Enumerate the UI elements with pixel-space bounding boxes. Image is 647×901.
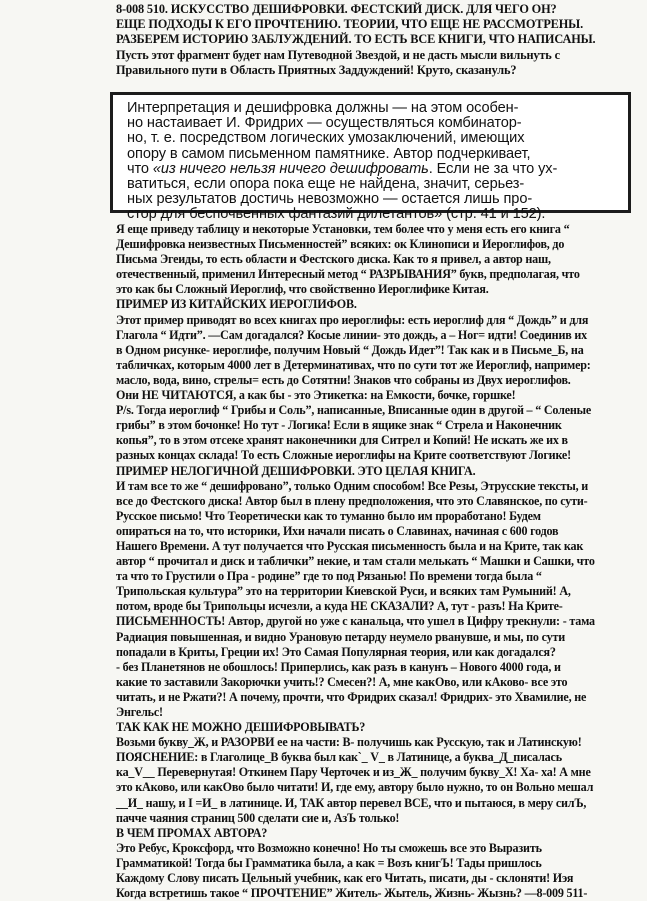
- header-line: ЕЩЕ ПОДХОДЫ К ЕГО ПРОЧТЕНИЮ. ТЕОРИИ, ЧТО ЕЩЕ НЕ РАССМОТРЕНЫ.: [116, 17, 583, 32]
- quote-line: [127, 162, 622, 177]
- body-line: __И_ нашу, и I =И_ в латинице. И, ТАК автор перевел ВСЕ, что и пытаюся, в меру силЪ,: [116, 795, 587, 810]
- quote-line: ватиться, если опора пока еще не найдена, значит, серьез-: [127, 176, 525, 193]
- body-line: Возьми букву_Ж, и РАЗОРВИ ее на части: В- получишь как Русскую, так и Латинскую!: [116, 735, 582, 750]
- body-line: Письма Эгеиды, то есть области и Фестского диска. Как то я привел, а автор наш,: [116, 252, 551, 267]
- body-line: грибы” в этом бочонке! Но тут - Логика! Если в ящике знак “ Стрела и Наконечник: [116, 418, 562, 433]
- body-line: Грамматикой! Тогда бы Грамматика была, а как = Возъ книгЪ! Тады пришлось: [116, 855, 542, 870]
- body-line: Этот пример приводят во всех книгах про иероглифы: есть иероглиф для “ Дождь” и для: [116, 312, 589, 327]
- body-line: Трипольская культура” это на территории Киевской Руси, и всяких там Румыний! А,: [116, 584, 571, 599]
- body-line: Дешифровка неизвестных Письменностей” всяких: ок Клинописи и Иероглифов, до: [116, 237, 565, 252]
- body-line: все до Фестского диска! Автор был в плену предположения, что это Славянское, по сути-: [116, 493, 588, 508]
- quoted-excerpt-box: [110, 92, 631, 223]
- body-line: та что то Грустили о Пра - родине” где то под Рязанью! По времени тогда была “: [116, 569, 542, 584]
- body-line: ПОЯСНЕНИЕ: в Глаголице_В буква был как`_ V_ в Латинице, а буква_Д_писалась: [116, 750, 562, 765]
- body-line: разных концах склада! То есть Сложные иероглифы на Крите соответствуют Логике!: [116, 448, 571, 463]
- body-line: отечественный, применил Интересный метод “ РАЗРЫВАНИЯ” букв, предполагая, что: [116, 267, 580, 282]
- body-line: Глагола “ Идти”. —Сам догадался? Косые линии- это дождь, а – Ног= идти! Соединив их: [116, 327, 587, 342]
- body-line: это как бы Сложный Иероглиф, что свойственно Иероглифике Китая.: [116, 282, 489, 297]
- body-line: - без Планетянов не обошлось! Приперлись, как разъ в канунъ – Нового 4000 года, и: [116, 659, 561, 674]
- header-line: Пусть этот фрагмент будет нам Путеводной Звездой, и не дасть мысли вильнуть с: [116, 47, 560, 62]
- body-line: Я еще приведу таблицу и некоторые Установки, тем более что у меня есть его книга “: [116, 222, 570, 236]
- body-line: ка_V__ Перевернутая! Откинем Пару Черточек и из_Ж_ получим букву_Х! Ха- ха! А мне: [116, 765, 591, 780]
- quote-line: стор для беспочвенных фантазий дилетантов» (стр. 41 и 152).: [127, 206, 546, 223]
- header-title-line: 8-008 510. ИСКУССТВО ДЕШИФРОВКИ. ФЕСТСКИЙ ДИСК. ДЛЯ ЧЕГО ОН?: [116, 2, 557, 16]
- body-line: Нашего Времени. А тут получается что Русская письменность была и на Крите, так как: [116, 538, 584, 553]
- body-line: Русское письмо! Что Теоретически как то туманно было им проработано! Будем: [116, 508, 541, 523]
- body-line: автор “ прочитал и диск и таблички” некие, и там стали мелькать “ Машки и Сашки, что: [116, 554, 595, 569]
- body-line: табличках, которым 4000 лет в Детерминативах, что по сути тот же Иероглиф, например:: [116, 357, 591, 372]
- section-heading: ТАК КАК НЕ МОЖНО ДЕШИФРОВЫВАТЬ?: [116, 720, 366, 735]
- section-heading: ПРИМЕР НЕЛОГИЧНОЙ ДЕШИФРОВКИ. ЭТО ЦЕЛАЯ КНИГА.: [116, 463, 476, 478]
- body-line: пачче чаяния страниц 500 сделати сие и, АзЪ только!: [116, 810, 400, 825]
- body-line: P/s. Тогда иероглиф “ Грибы и Соль”, написанные, Вписанные один в другой – “ Соленые: [116, 403, 592, 418]
- quote-line-start: что: [127, 160, 153, 177]
- quote-line: ных результатов достичь невозможно — остается лишь про-: [127, 191, 533, 208]
- body-line: И там все то же “ дешифровано”, только Одним способом! Все Резы, Этрусские тексты, и: [116, 478, 589, 493]
- body-line: копья”, то в этом отсеке хранят наконечники для Ситрел и Копий! Не искать же их в: [116, 433, 568, 448]
- header-line: РАЗБЕРЕМ ИСТОРИЮ ЗАБЛУЖДЕНИЙ. ТО ЕСТЬ ВСЕ КНИГИ, ЧТО НАПИСАНЫ.: [116, 32, 596, 47]
- body-line: Энгельс!: [116, 705, 163, 719]
- quote-line: но, т. е. посредством логических умозаключений, имеющих: [127, 130, 525, 147]
- body-line: Они НЕ ЧИТАЮТСЯ, а как бы - это Этикетка: на Емкости, бочке, горшке!: [116, 388, 516, 403]
- body-line: Когда встретишь такое “ ПРОЧТЕНИЕ” Житель- Жытель, Жизнь- Жызнь? —8-009 511-: [116, 886, 588, 901]
- document-header: [116, 2, 640, 78]
- quote-line: опору в самом письменном памятнике. Автор подчеркивает,: [127, 145, 531, 162]
- quote-line: но настаивает И. Фридрих — осуществляться комбинатор-: [127, 115, 522, 132]
- section-heading: ПРИМЕР ИЗ КИТАЙСКИХ ИЕРОГЛИФОВ.: [116, 297, 357, 312]
- body-line: Каждому Слову писать Цельный учебник, как его Читать, писати, ды - склоняти! Иэя: [116, 871, 574, 886]
- body-line: потом, вроде бы Трипольцы исчезли, а куда НЕ СКАЗАЛИ? А, тут - разъ! На Крите-: [116, 599, 563, 614]
- body-line: масло, вода, вино, стрелы= есть до Сотятни! Знаков что собраны из Двух иероглифов.: [116, 372, 571, 387]
- body-line: попадали в Криты, Греции их! Это Самая Популярная теория, или как догадался?: [116, 644, 556, 659]
- body-line: Радиация повышенная, и видно Урановую петарду неумело рванувше, и мы, по сути: [116, 629, 565, 644]
- body-line: читать, и не Ржати?! А почему, прочти, что Фридрих сказал! Фридрих- это Хвамилие, не: [116, 689, 587, 704]
- quote-line: Интерпретация и дешифровка должны — на этом особен-: [127, 100, 519, 116]
- body-line: какие то заставили Закорючки учить!? Смесен?! А, мне какОво, или кАково- все это: [116, 674, 568, 689]
- body-line: опираться на то, что историки, Ихи начали писать о Славинах, начиная с 600 годов: [116, 523, 559, 538]
- body-line: ПИСЬМЕННОСТЬ! Автор, другой но уже с канальца, что ушел в Цифру трекнули: - тама: [116, 614, 595, 629]
- quote-line-end: . Если не за что ух-: [428, 160, 558, 177]
- quote-italic-phrase: «из ничего нельзя ничего дешифровать: [152, 160, 429, 177]
- header-line: Правильного пути в Область Приятных Заддуждений! Круто, сказануль?: [116, 62, 517, 77]
- body-line: Это Ребус, Кроксфорд, что Возможно конечно! Но ты сможешь все это Выразить: [116, 840, 542, 855]
- section-heading: В ЧЕМ ПРОМАХ АВТОРА?: [116, 825, 268, 840]
- document-body: [116, 222, 643, 901]
- body-line: в Одном рисунке- иероглифе, получим Новый “ Дождь Идет”! Так как и в Письме_Б, на: [116, 342, 584, 357]
- body-line: это кАково, или какОво было читати! И, где ему, автору было нужно, то он Вольно мешал: [116, 780, 594, 795]
